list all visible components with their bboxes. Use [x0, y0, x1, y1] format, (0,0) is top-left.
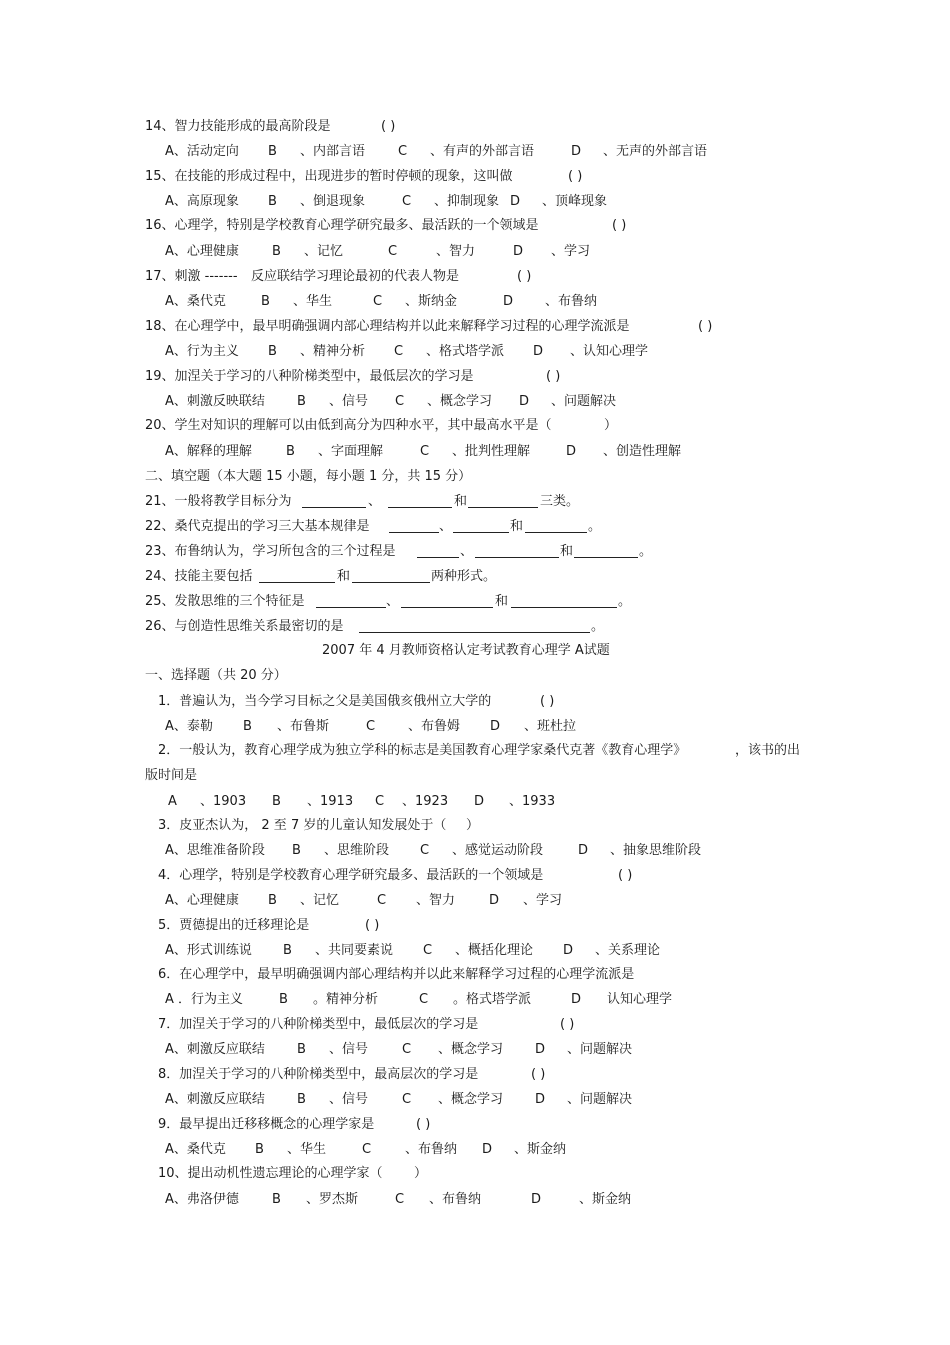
- answer-paren: ）: [466, 818, 480, 833]
- option-d-letter: D: [533, 344, 544, 359]
- option-c-letter: C: [402, 1092, 412, 1107]
- option-b: 、罗杰斯: [306, 1192, 359, 1207]
- option-d: 、顶峰现象: [542, 194, 608, 209]
- option-c: 、布鲁纳: [429, 1192, 482, 1207]
- option-c-letter: C: [375, 794, 385, 809]
- option-b: 、精神分析: [300, 344, 366, 359]
- question-9: [158, 1117, 431, 1133]
- option-c-letter: C: [388, 244, 398, 259]
- option-d: 、学习: [551, 244, 591, 259]
- option-c: 、斯纳金: [405, 294, 458, 309]
- question-suffix: 。: [591, 619, 605, 634]
- question-18-options: [165, 344, 765, 360]
- option-d-letter: D: [535, 1092, 546, 1107]
- blank: [388, 494, 452, 508]
- question-2-wrap: 版时间是: [145, 768, 198, 783]
- option-d: 认知心理学: [607, 992, 673, 1007]
- fill-question-22: [145, 519, 845, 535]
- option-c: 、智力: [416, 893, 456, 908]
- option-b: 、信号: [329, 1042, 369, 1057]
- option-b: 、1913: [307, 794, 354, 809]
- question-17-options: [165, 294, 765, 310]
- separator: 、: [368, 494, 382, 509]
- option-b: 、布鲁斯: [277, 719, 330, 734]
- question-suffix: 。: [588, 519, 602, 534]
- section-choice-heading: 一、选择题（共 20 分）: [145, 668, 287, 683]
- fill-question-24: [145, 569, 845, 585]
- option-a: A、心理健康: [165, 244, 239, 259]
- question-text: 21、一般将教学目标分为: [145, 494, 292, 509]
- question-6: [158, 967, 634, 983]
- option-b-letter: B: [272, 1192, 281, 1207]
- option-b-letter: B: [292, 843, 301, 858]
- option-a: A、心理健康: [165, 893, 239, 908]
- option-c-letter: C: [362, 1142, 372, 1157]
- question-15-options: [165, 194, 765, 210]
- option-a-letter: A: [168, 794, 177, 809]
- option-d-letter: D: [571, 992, 582, 1007]
- option-b-letter: B: [268, 344, 277, 359]
- question-7-options: [165, 1042, 765, 1058]
- question-suffix: 。: [639, 544, 653, 559]
- answer-paren: ）: [414, 1166, 428, 1181]
- question-6-options: [165, 992, 765, 1008]
- separator: 、: [460, 544, 474, 559]
- option-d-letter: D: [474, 794, 485, 809]
- question-16: [145, 218, 627, 234]
- option-c-letter: C: [373, 294, 383, 309]
- option-b: 、信号: [329, 394, 369, 409]
- option-b: 、思维阶段: [324, 843, 390, 858]
- answer-paren: ）: [604, 418, 618, 433]
- option-a: A、思维准备阶段: [165, 843, 265, 858]
- question-14-options: [165, 144, 765, 160]
- option-a: A、桑代克: [165, 1142, 226, 1157]
- blank: [453, 519, 509, 533]
- question-text: 25、发散思维的三个特征是: [145, 594, 305, 609]
- option-d: 、布鲁纳: [545, 294, 598, 309]
- option-c: 、智力: [436, 244, 476, 259]
- question-14: [145, 119, 396, 135]
- option-c-letter: C: [423, 943, 433, 958]
- option-c: 、批判性理解: [452, 444, 531, 459]
- separator: 和: [560, 544, 574, 559]
- option-a: A、解释的理解: [165, 444, 252, 459]
- option-b-letter: B: [283, 943, 292, 958]
- option-d-letter: D: [482, 1142, 493, 1157]
- fill-question-26: [145, 619, 845, 635]
- option-c-letter: C: [420, 444, 430, 459]
- separator: 、: [386, 594, 400, 609]
- question-10-options: [165, 1192, 765, 1208]
- question-3-options: [165, 843, 765, 859]
- option-d: 、关系理论: [595, 943, 661, 958]
- question-19-options: [165, 394, 765, 410]
- answer-paren: ( ): [416, 1117, 431, 1132]
- blank: [574, 544, 638, 558]
- question-text: 26、与创造性思维关系最密切的是: [145, 619, 344, 634]
- option-c-letter: C: [366, 719, 376, 734]
- option-b-letter: B: [268, 194, 277, 209]
- option-d: 、问题解决: [567, 1092, 633, 1107]
- question-2-options: [168, 794, 768, 810]
- answer-paren: ( ): [546, 369, 561, 384]
- question-suffix: 两种形式。: [431, 569, 497, 584]
- blank: [259, 569, 335, 583]
- blank: [389, 519, 439, 533]
- question-text: 8．加涅关于学习的八种阶梯类型中，最高层次的学习是: [158, 1067, 479, 1082]
- option-b-letter: B: [272, 244, 281, 259]
- option-a: A、弗洛伊德: [165, 1192, 239, 1207]
- answer-paren: ( ): [381, 119, 396, 134]
- option-c: 、概括化理论: [455, 943, 534, 958]
- answer-paren: ( ): [560, 1017, 575, 1032]
- option-c: 、抑制现象: [434, 194, 500, 209]
- blank: [359, 619, 590, 633]
- question-9-options: [165, 1142, 765, 1158]
- answer-paren: ( ): [612, 218, 627, 233]
- option-b-letter: B: [286, 444, 295, 459]
- question-text: 14、智力技能形成的最高阶段是: [145, 119, 331, 134]
- question-text: 15、在技能的形成过程中，出现进步的暂时停顿的现象，这叫做: [145, 169, 513, 184]
- question-text-cont: ，该书的出: [735, 743, 801, 758]
- option-d-letter: D: [563, 943, 574, 958]
- option-d: 、1933: [509, 794, 556, 809]
- option-b: 、信号: [329, 1092, 369, 1107]
- question-text: 23、布鲁纳认为，学习所包含的三个过程是: [145, 544, 396, 559]
- option-d-letter: D: [566, 444, 577, 459]
- option-b: 、字面理解: [318, 444, 384, 459]
- question-text: 6．在心理学中，最早明确强调内部心理结构并以此来解释学习过程的心理学流派是: [158, 967, 635, 982]
- question-text: 10、提出动机性遗忘理论的心理学家（: [158, 1166, 383, 1181]
- option-b: 、华生: [293, 294, 333, 309]
- fill-question-21: [145, 494, 845, 510]
- option-c-letter: C: [419, 992, 429, 1007]
- question-text: 9．最早提出迁移移概念的心理学家是: [158, 1117, 375, 1132]
- question-text: 16、心理学，特别是学校教育心理学研究最多、最活跃的一个领域是: [145, 218, 539, 233]
- option-a: A ．行为主义: [165, 992, 244, 1007]
- answer-paren: ( ): [517, 269, 532, 284]
- question-text: 2．一般认为，教育心理学成为独立学科的标志是美国教育心理学家桑代克著《教育心理学》: [158, 743, 687, 758]
- question-suffix: 三类。: [540, 494, 580, 509]
- question-3: [158, 818, 480, 834]
- option-d-letter: D: [571, 144, 582, 159]
- answer-paren: ( ): [618, 868, 633, 883]
- option-c: 、1923: [402, 794, 449, 809]
- question-20: [145, 418, 618, 434]
- option-a: A、刺激反应联结: [165, 1092, 265, 1107]
- blank: [525, 519, 587, 533]
- question-text: 24、技能主要包括: [145, 569, 253, 584]
- question-20-options: [165, 444, 765, 460]
- option-b-letter: B: [297, 394, 306, 409]
- option-d: 、学习: [523, 893, 563, 908]
- option-c-letter: C: [395, 394, 405, 409]
- option-b-letter: B: [268, 144, 277, 159]
- option-c: 、布鲁姆: [408, 719, 461, 734]
- question-19: [145, 369, 561, 385]
- option-c-letter: C: [395, 1192, 405, 1207]
- option-c-letter: C: [420, 843, 430, 858]
- separator: 、: [439, 519, 453, 534]
- option-b-letter: B: [279, 992, 288, 1007]
- option-b-letter: B: [297, 1092, 306, 1107]
- blank: [511, 594, 617, 608]
- option-c: 、感觉运动阶段: [452, 843, 544, 858]
- option-a: A、高原现象: [165, 194, 239, 209]
- option-d: 、问题解决: [567, 1042, 633, 1057]
- separator: 和: [337, 569, 351, 584]
- blank: [468, 494, 538, 508]
- option-b-letter: B: [268, 893, 277, 908]
- option-a: A、形式训练说: [165, 943, 252, 958]
- option-b: 、华生: [287, 1142, 327, 1157]
- question-text: 7．加涅关于学习的八种阶梯类型中，最低层次的学习是: [158, 1017, 479, 1032]
- blank: [316, 594, 386, 608]
- question-16-options: [165, 244, 765, 260]
- option-c: 。格式塔学派: [453, 992, 532, 1007]
- option-d: 、斯金纳: [579, 1192, 632, 1207]
- option-d: 、认知心理学: [570, 344, 649, 359]
- separator: 和: [454, 494, 468, 509]
- option-a: 、1903: [200, 794, 247, 809]
- option-b-letter: B: [272, 794, 281, 809]
- blank: [401, 594, 493, 608]
- option-d-letter: D: [490, 719, 501, 734]
- question-4-options: [165, 893, 765, 909]
- option-b: 、共同要素说: [315, 943, 394, 958]
- question-10: [158, 1166, 428, 1182]
- option-d-letter: D: [503, 294, 514, 309]
- option-b: 、倒退现象: [300, 194, 366, 209]
- option-b: 。精神分析: [313, 992, 379, 1007]
- option-b-letter: B: [261, 294, 270, 309]
- option-a: A、刺激反映联结: [165, 394, 265, 409]
- separator: 和: [510, 519, 524, 534]
- option-c: 、概念学习: [438, 1092, 504, 1107]
- blank: [417, 544, 459, 558]
- option-a: A、活动定向: [165, 144, 239, 159]
- option-a: A、刺激反应联结: [165, 1042, 265, 1057]
- answer-paren: ( ): [540, 694, 555, 709]
- option-d-letter: D: [578, 843, 589, 858]
- option-c-letter: C: [402, 1042, 412, 1057]
- option-a: A、桑代克: [165, 294, 226, 309]
- option-d-letter: D: [489, 893, 500, 908]
- question-suffix: 。: [618, 594, 632, 609]
- blank: [352, 569, 430, 583]
- question-7: [158, 1017, 575, 1033]
- question-text: 5．贾德提出的迁移理论是: [158, 918, 310, 933]
- option-d: 、抽象思维阶段: [610, 843, 702, 858]
- option-d: 、问题解决: [551, 394, 617, 409]
- option-d-letter: D: [519, 394, 530, 409]
- option-c-letter: C: [402, 194, 412, 209]
- option-c-letter: C: [377, 893, 387, 908]
- option-d: 、斯金纳: [514, 1142, 567, 1157]
- question-17: [145, 269, 532, 285]
- question-1: [158, 694, 555, 710]
- option-b-letter: B: [255, 1142, 264, 1157]
- option-a: A、泰勒: [165, 719, 213, 734]
- option-b: 、内部言语: [300, 144, 366, 159]
- option-d-letter: D: [535, 1042, 546, 1057]
- question-text: 1．普遍认为，当今学习目标之父是美国俄亥俄州立大学的: [158, 694, 492, 709]
- option-c: 、布鲁纳: [405, 1142, 458, 1157]
- option-c: 、格式塔学派: [426, 344, 505, 359]
- question-text: 22、桑代克提出的学习三大基本规律是: [145, 519, 370, 534]
- option-d-letter: D: [513, 244, 524, 259]
- question-15: [145, 169, 583, 185]
- option-c: 、概念学习: [427, 394, 493, 409]
- question-2: [158, 743, 818, 759]
- question-text-cont: 反应联结学习理论最初的代表人物是: [251, 269, 460, 284]
- question-4: [158, 868, 633, 884]
- option-d: 、创造性理解: [603, 444, 682, 459]
- separator: 和: [495, 594, 509, 609]
- exam-title: 2007 年 4 月教师资格认定考试教育心理学 A试题: [322, 643, 610, 658]
- option-c: 、概念学习: [438, 1042, 504, 1057]
- question-text: 19、加涅关于学习的八种阶梯类型中，最低层次的学习是: [145, 369, 474, 384]
- option-d-letter: D: [531, 1192, 542, 1207]
- answer-paren: ( ): [568, 169, 583, 184]
- question-5-options: [165, 943, 765, 959]
- option-c: 、有声的外部言语: [430, 144, 535, 159]
- question-text: 20、学生对知识的理解可以由低到高分为四种水平，其中最高水平是（: [145, 418, 552, 433]
- question-text: 4．心理学，特别是学校教育心理学研究最多、最活跃的一个领域是: [158, 868, 544, 883]
- fill-question-23: [145, 544, 845, 560]
- option-d: 、无声的外部言语: [603, 144, 708, 159]
- option-d-letter: D: [510, 194, 521, 209]
- option-b: 、记忆: [304, 244, 344, 259]
- option-a: A、行为主义: [165, 344, 239, 359]
- option-c-letter: C: [394, 344, 404, 359]
- option-c-letter: C: [398, 144, 408, 159]
- question-text: 3．皮亚杰认为， 2 至 7 岁的儿童认知发展处于（: [158, 818, 447, 833]
- question-18: [145, 319, 713, 335]
- blank: [475, 544, 559, 558]
- section-fill-in-heading: 二、填空题（本大题 15 小题，每小题 1 分，共 15 分）: [145, 469, 472, 484]
- answer-paren: ( ): [365, 918, 380, 933]
- blank: [302, 494, 366, 508]
- question-5: [158, 918, 380, 934]
- question-8: [158, 1067, 546, 1083]
- question-text: 17、刺激 -------: [145, 269, 238, 284]
- option-b: 、记忆: [300, 893, 340, 908]
- question-8-options: [165, 1092, 765, 1108]
- option-d: 、班杜拉: [524, 719, 577, 734]
- answer-paren: ( ): [531, 1067, 546, 1082]
- answer-paren: ( ): [698, 319, 713, 334]
- option-b-letter: B: [243, 719, 252, 734]
- question-text: 18、在心理学中，最早明确强调内部心理结构并以此来解释学习过程的心理学流派是: [145, 319, 630, 334]
- option-b-letter: B: [297, 1042, 306, 1057]
- question-1-options: [165, 719, 765, 735]
- fill-question-25: [145, 594, 845, 610]
